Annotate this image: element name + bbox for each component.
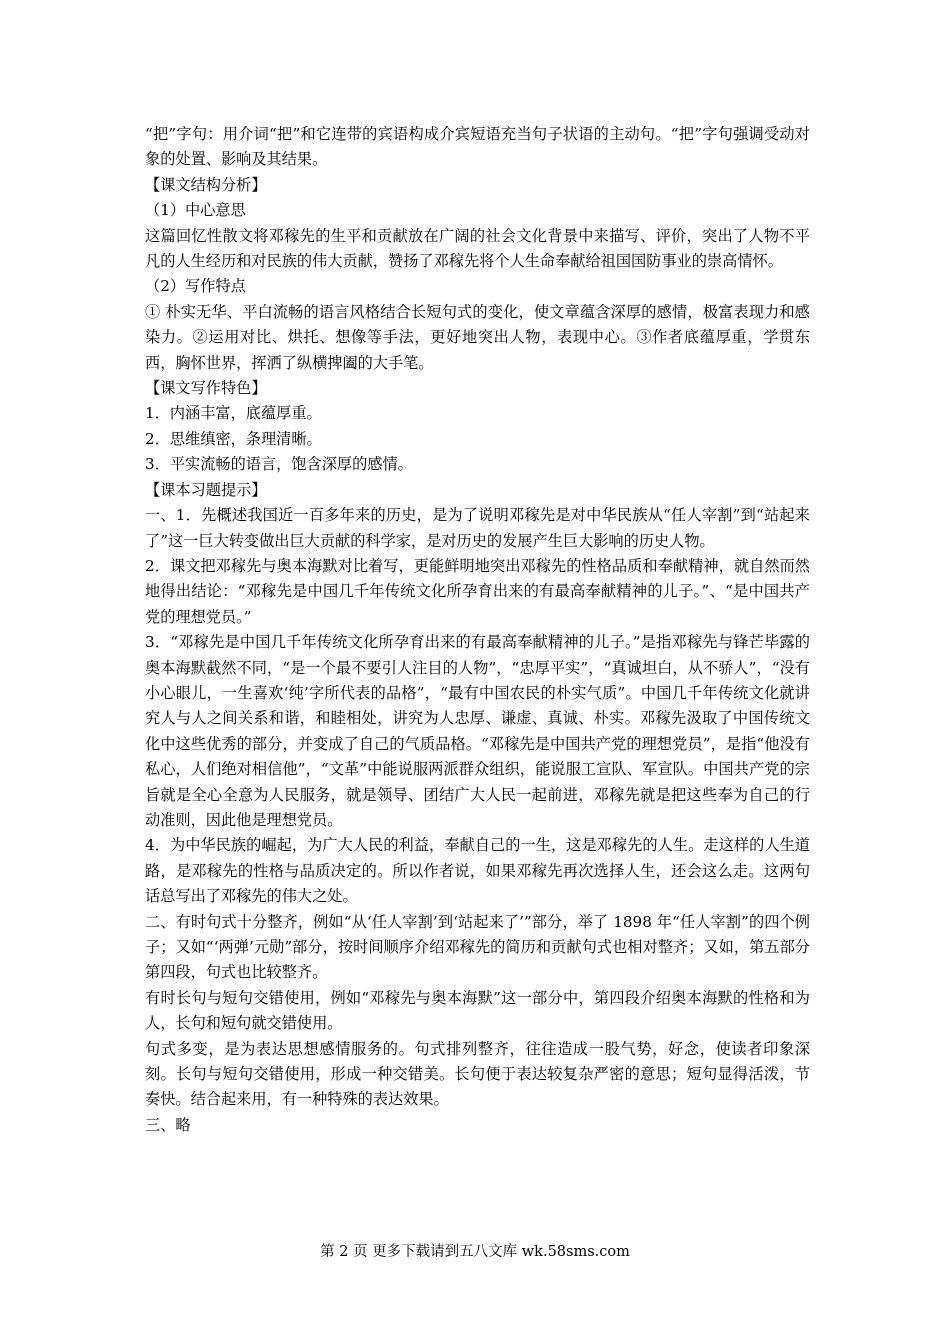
exercise-1-4: 4．为中华民族的崛起，为广大人民的利益，奉献自己的一生，这是邓稼先的人生。走这样的人生道路，是邓稼先的性格与品质决定的。所以作者说，如果邓稼先再次选择人生，还会这么走。这两句话总写出了邓稼先的伟大之处。 <box>145 836 810 906</box>
exercise-1-3: 3．“邓稼先是中国几千年传统文化所孕育出来的有最高奉献精神的儿子。”是指邓稼先与锋芒毕露的奥本海默截然不同，“是一个最不要引人注目的人物”，“忠厚平实”，“真诚坦白，从不骄人”，“没有小心眼儿，一生喜欢‘纯’字所代表的品格”，“最有中国农民的朴实气质”。中国几千年传统文化就讲究人与人之间关系和谐，和睦相处，讲究为人忠厚、谦虚、真诚、朴实。邓稼先汲取了中国传统文化中这些优秀的部分，并变成了自己的气质品格。“邓稼先是中国共产党的理想党员”，是指“他没有私心，人们绝对相信他”，“文革”中能说服两派群众组织，能说服工宣队、军宣队。中国共产党的宗旨就是全心全意为人民服务，就是领导、团结广大人民一起前进，邓稼先就是把这些奉为自己的行动准则，因此他是理想党员。 <box>145 633 810 829</box>
exercise-2: 二、有时句式十分整齐，例如“从‘任人宰割’到‘站起来了’”部分，举了 1898 年“任人宰割”的四个例子；又如“‘两弹’元勋”部分，按时间顺序介绍邓稼先的简历和贡献句式也相对整齐；又如，第五部分第四段，句式也比较整齐。 <box>145 912 810 982</box>
paragraph-ba-sentence: “把”字句：用介词“把”和它连带的宾语构成介宾短语充当句子状语的主动句。“把”字句强调受动对象的处置、影响及其结果。 <box>145 125 810 169</box>
exercise-2-summary: 句式多变，是为表达思想感情服务的。句式排列整齐，往往造成一股气势，好念，使读者印象深刻。长句与短句交错使用，形成一种交错美。长句便于表达较复杂严密的意思；短句显得活泼，节奏快。结合起来用，有一种特殊的表达效果。 <box>145 1039 810 1109</box>
heading-exercise-hints: 【课本习题提示】 <box>145 480 267 499</box>
list-item-2: 2．思维缜密，条理清晰。 <box>145 429 322 448</box>
paragraph-central-idea: 这篇回忆性散文将邓稼先的生平和贡献放在广阔的社会文化背景中来描写、评价，突出了人物不平凡的人生经历和对民族的伟大贡献，赞扬了邓稼先将个人生命奉献给祖国国防事业的崇高情怀。 <box>145 226 810 271</box>
paragraph-writing-features: ① 朴实无华、平白流畅的语言风格结合长短句式的变化，使文章蕴含深厚的感情，极富表现力和感染力。②运用对比、烘托、想像等手法，更好地突出人物，表现中心。③作者底蕴厚重，学贯东西，胸怀世界，挥洒了纵横捭阖的大手笔。 <box>145 302 810 372</box>
list-item-3: 3．平实流畅的语言，饱含深厚的感情。 <box>145 455 413 474</box>
exercise-3: 三、略 <box>145 1115 191 1134</box>
document-body <box>145 122 810 1138</box>
page-footer: 第 2 页 更多下载请到五八文库 wk.58sms.com <box>320 1244 630 1260</box>
heading-writing-characteristics: 【课文写作特色】 <box>145 379 267 398</box>
list-item-1: 1．内涵丰富，底蕴厚重。 <box>145 404 322 423</box>
exercise-1-2: 2．课文把邓稼先与奥本海默对比着写，更能鲜明地突出邓稼先的性格品质和奉献精神，就自然而然地得出结论：“邓稼先是中国几千年传统文化所孕育出来的有最高奉献精神的儿子。”、“是中国共产党的理想党员。” <box>145 556 810 626</box>
heading-structure-analysis: 【课文结构分析】 <box>145 175 267 194</box>
subheading-central-idea: （1）中心意思 <box>145 201 246 220</box>
exercise-2-cont: 有时长句与短句交错使用，例如“邓稼先与奥本海默”这一部分中，第四段介绍奥本海默的性格和为人，长句和短句就交错使用。 <box>145 988 810 1033</box>
subheading-writing-features: （2）写作特点 <box>145 277 246 296</box>
exercise-1-1: 一、1．先概述我国近一百多年来的历史，是为了说明邓稼先是对中华民族从“任人宰割”到“站起来了”这一巨大转变做出巨大贡献的科学家，是对历史的发展产生巨大影响的历史人物。 <box>145 506 810 550</box>
